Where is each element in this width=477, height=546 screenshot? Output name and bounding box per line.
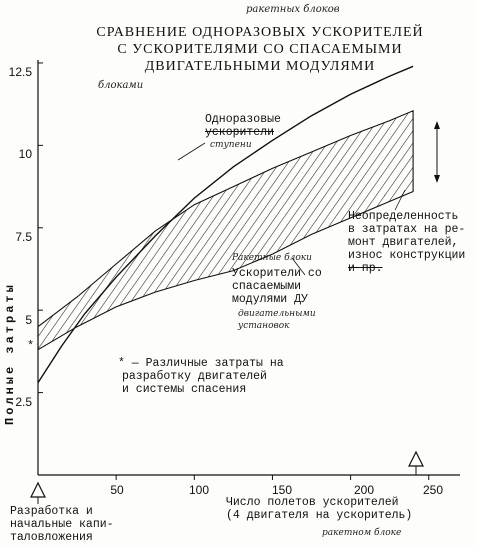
x-tick-label: 50 [110, 483, 124, 497]
star-note [118, 357, 284, 396]
star-marker: * [27, 339, 35, 353]
x-axis-label [226, 496, 412, 522]
title-line-2: С УСКОРИТЕЛЯМИ СО СПАСАЕМЫМИ [117, 42, 403, 57]
x-tick-label: 100 [188, 483, 210, 497]
recoverable-line-1: Ускорители со [232, 267, 322, 280]
uncertainty-line-3: монт двигателей, [348, 236, 459, 249]
x-axis-handwritten-note: ракетном блоке [322, 528, 402, 538]
origin-note [10, 505, 114, 544]
x-axis-label-line-1: Число полетов ускорителей [226, 496, 399, 509]
recoverable-handwritten-top: Ракетные блоки [232, 253, 312, 263]
expendable-label [205, 113, 281, 139]
recoverable-hand-line-1: двигательными [238, 309, 316, 319]
y-tick-label: 10 [18, 147, 32, 161]
origin-note-line-3: таловложения [10, 531, 93, 544]
uncertainty-arrow-up-head [434, 121, 440, 129]
title-line-3: ДВИГАТЕЛЬНЫМИ МОДУЛЯМИ [144, 59, 376, 74]
expendable-label-line-2: ускорители [205, 126, 275, 139]
handwritten-title-correction: ракетных блоков [246, 4, 340, 15]
y-tick-label: 7.5 [15, 230, 32, 244]
x-tick-label: 150 [271, 483, 293, 497]
uncertainty-label [348, 210, 465, 275]
y-tick-label: 2.5 [15, 395, 32, 409]
flight-limit-triangle-marker [409, 452, 423, 466]
star-note-line-3: и системы спасения [122, 383, 247, 396]
handwritten-title-correction-2: блоками [98, 80, 144, 91]
uncertainty-line-4: износ конструкции [348, 249, 466, 262]
expendable-handwritten-note: ступени [210, 140, 252, 150]
star-note-line-2: разработку двигателей [122, 370, 267, 383]
recoverable-handwritten-bottom [238, 308, 316, 332]
star-note-line-1: * — Различные затраты на [118, 357, 284, 370]
uncertainty-arrow-down-head [434, 175, 440, 183]
x-tick-label: 250 [422, 483, 444, 497]
title-line-1: СРАВНЕНИЕ ОДНОРАЗОВЫХ УСКОРИТЕЛЕЙ [96, 25, 424, 40]
uncertainty-line-5: и пр. [348, 262, 383, 275]
y-tick-label: 12.5 [8, 65, 32, 79]
expendable-label-line-1: Одноразовые [205, 113, 281, 126]
origin-note-line-2: начальные капи- [10, 518, 114, 531]
x-tick-label: 200 [353, 483, 375, 497]
x-axis-label-line-2: (4 двигателя на ускоритель) [226, 509, 413, 522]
recoverable-line-2: спасаемыми [232, 280, 302, 293]
y-axis-label: Полные затраты [3, 282, 17, 425]
recoverable-label [232, 267, 322, 306]
origin-note-line-1: Разработка и [10, 505, 93, 518]
recoverable-line-3: модулями ДУ [232, 293, 308, 306]
recoverable-hand-line-2: установок [238, 321, 290, 331]
y-tick-label: 5 [25, 313, 32, 327]
uncertainty-line-1: Неопределенность [348, 210, 459, 223]
uncertainty-line-2: в затратах на ре- [348, 223, 466, 236]
expendable-leader-line [178, 143, 205, 160]
origin-triangle-marker [31, 483, 45, 497]
